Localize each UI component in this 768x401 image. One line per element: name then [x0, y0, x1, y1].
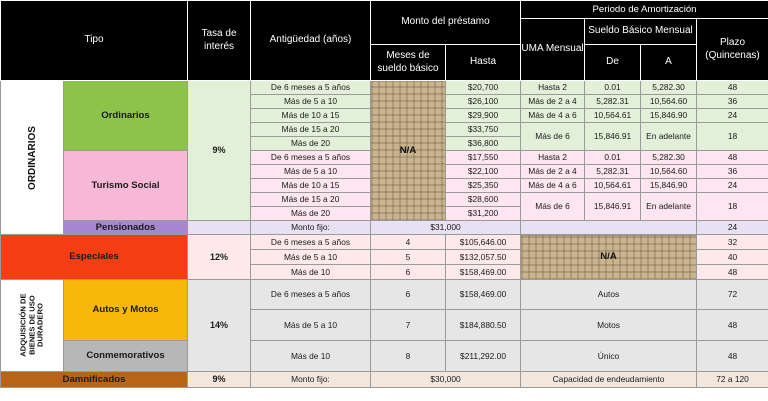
periodo-unico: Único	[521, 341, 697, 372]
de-cell: 0.01	[585, 81, 641, 95]
meses-cell: 8	[371, 341, 446, 372]
antig-cell: Más de 5 a 10	[251, 250, 371, 265]
hasta-cell: $184,880.50	[446, 310, 521, 341]
antig-cell: Más de 10	[251, 265, 371, 280]
antig-cell: Más de 15 a 20	[251, 193, 371, 207]
group-adquisicion: ADQUISICIÓN DE BIENES DE USO DURADERO	[1, 280, 64, 372]
a-cell: 15,846.90	[641, 179, 697, 193]
uma-cell: Hasta 2	[521, 81, 585, 95]
monto-fijo-damnificados: $30,000	[371, 372, 521, 388]
meses-cell: 7	[371, 310, 446, 341]
antig-cell: Más de 15 a 20	[251, 123, 371, 137]
plazo-cell: 48	[697, 310, 768, 341]
hasta-cell: $20,700	[446, 81, 521, 95]
rate-ordinarios: 9%	[188, 81, 251, 221]
plazo-cell: 18	[697, 193, 768, 221]
plazo-cell: 48	[697, 341, 768, 372]
plazo-cell: 48	[697, 81, 768, 95]
na-block-especiales: N/A	[521, 235, 697, 280]
hasta-cell: $36,800	[446, 137, 521, 151]
plazo-cell: 32	[697, 235, 768, 250]
hasta-cell: $29,900	[446, 109, 521, 123]
meses-cell: 6	[371, 265, 446, 280]
antig-cell: Más de 5 a 10	[251, 95, 371, 109]
antig-cell: Más de 20	[251, 137, 371, 151]
a-cell: 5,282.30	[641, 81, 697, 95]
de-cell: 15,846.91	[585, 193, 641, 221]
plazo-cell: 24	[697, 179, 768, 193]
plazo-cell: 48	[697, 265, 768, 280]
header-de: De	[585, 45, 641, 81]
category-especiales: Especiales	[1, 235, 188, 280]
de-cell: 0.01	[585, 151, 641, 165]
category-pensionados: Pensionados	[64, 221, 188, 235]
group-ordinarios: ORDINARIOS	[1, 81, 64, 235]
a-cell: 10,564.60	[641, 165, 697, 179]
header-tasa: Tasa de interés	[188, 1, 251, 81]
header-periodo: Periodo de Amortización	[521, 1, 768, 19]
category-conmemorativos: Conmemorativos	[64, 341, 188, 372]
hasta-cell: $158,469.00	[446, 280, 521, 310]
de-cell: 10,564.61	[585, 179, 641, 193]
uma-cell: Más de 2 a 4	[521, 165, 585, 179]
a-cell: 5,282.30	[641, 151, 697, 165]
uma-cell: Más de 6	[521, 123, 585, 151]
de-cell: 15,846.91	[585, 123, 641, 151]
rate-adquisicion: 14%	[188, 280, 251, 372]
header-a: A	[641, 45, 697, 81]
header-meses: Meses de sueldo básico	[371, 45, 446, 81]
rate-especiales: 12%	[188, 235, 251, 280]
rate-pensionados	[188, 221, 251, 235]
header-plazo: Plazo (Quincenas)	[697, 19, 768, 81]
header-uma: UMA Mensual	[521, 19, 585, 81]
uma-cell: Hasta 2	[521, 151, 585, 165]
hasta-cell: $31,200	[446, 207, 521, 221]
antig-cell: De 6 meses a 5 años	[251, 81, 371, 95]
antig-cell: Monto fijo:	[251, 221, 371, 235]
hasta-cell: $211,292.00	[446, 341, 521, 372]
category-autos: Autos y Motos	[64, 280, 188, 341]
meses-cell: 4	[371, 235, 446, 250]
hasta-cell: $25,350	[446, 179, 521, 193]
antig-cell: Más de 10 a 15	[251, 109, 371, 123]
periodo-damnificados: Capacidad de endeudamiento	[521, 372, 697, 388]
antig-cell: De 6 meses a 5 años	[251, 235, 371, 250]
de-cell: 10,564.61	[585, 109, 641, 123]
hasta-cell: $33,750	[446, 123, 521, 137]
category-damnificados: Damnificados	[1, 372, 188, 388]
header-sueldo: Sueldo Básico Mensual	[585, 19, 697, 45]
plazo-cell: 18	[697, 123, 768, 151]
hasta-cell: $158,469.00	[446, 265, 521, 280]
hasta-cell: $22,100	[446, 165, 521, 179]
uma-cell: Más de 4 a 6	[521, 179, 585, 193]
a-cell: En adelante	[641, 193, 697, 221]
meses-cell: 5	[371, 250, 446, 265]
a-cell: En adelante	[641, 123, 697, 151]
antig-cell: Monto fijo:	[251, 372, 371, 388]
header-antiguedad: Antigüedad (años)	[251, 1, 371, 81]
de-cell: 5,282.31	[585, 165, 641, 179]
plazo-cell: 48	[697, 151, 768, 165]
plazo-cell: 72 a 120	[697, 372, 768, 388]
hasta-cell: $17,550	[446, 151, 521, 165]
na-block-ordinarios: N/A	[371, 81, 446, 221]
hasta-cell: $105,646.00	[446, 235, 521, 250]
plazo-cell: 40	[697, 250, 768, 265]
hasta-cell: $132,057.50	[446, 250, 521, 265]
de-cell: 5,282.31	[585, 95, 641, 109]
a-cell: 15,846.90	[641, 109, 697, 123]
monto-fijo-pensionados: $31,000	[371, 221, 521, 235]
antig-cell: Más de 5 a 10	[251, 310, 371, 341]
meses-cell: 6	[371, 280, 446, 310]
header-hasta: Hasta	[446, 45, 521, 81]
antig-cell: Más de 10 a 15	[251, 179, 371, 193]
header-tipo: Tipo	[1, 1, 188, 81]
header-monto: Monto del préstamo	[371, 1, 521, 45]
plazo-cell: 24	[697, 221, 768, 235]
category-ordinarios: Ordinarios	[64, 81, 188, 151]
antig-cell: De 6 meses a 5 años	[251, 151, 371, 165]
antig-cell: Más de 5 a 10	[251, 165, 371, 179]
plazo-cell: 72	[697, 280, 768, 310]
uma-cell: Más de 4 a 6	[521, 109, 585, 123]
hasta-cell: $28,600	[446, 193, 521, 207]
category-turismo: Turismo Social	[64, 151, 188, 221]
uma-cell: Más de 2 a 4	[521, 95, 585, 109]
antig-cell: Más de 10	[251, 341, 371, 372]
periodo-motos: Motos	[521, 310, 697, 341]
plazo-cell: 24	[697, 109, 768, 123]
periodo-pensionados	[521, 221, 697, 235]
hasta-cell: $26,100	[446, 95, 521, 109]
antig-cell: De 6 meses a 5 años	[251, 280, 371, 310]
uma-cell: Más de 6	[521, 193, 585, 221]
periodo-autos: Autos	[521, 280, 697, 310]
antig-cell: Más de 20	[251, 207, 371, 221]
plazo-cell: 36	[697, 165, 768, 179]
a-cell: 10,564.60	[641, 95, 697, 109]
rate-damnificados: 9%	[188, 372, 251, 388]
plazo-cell: 36	[697, 95, 768, 109]
